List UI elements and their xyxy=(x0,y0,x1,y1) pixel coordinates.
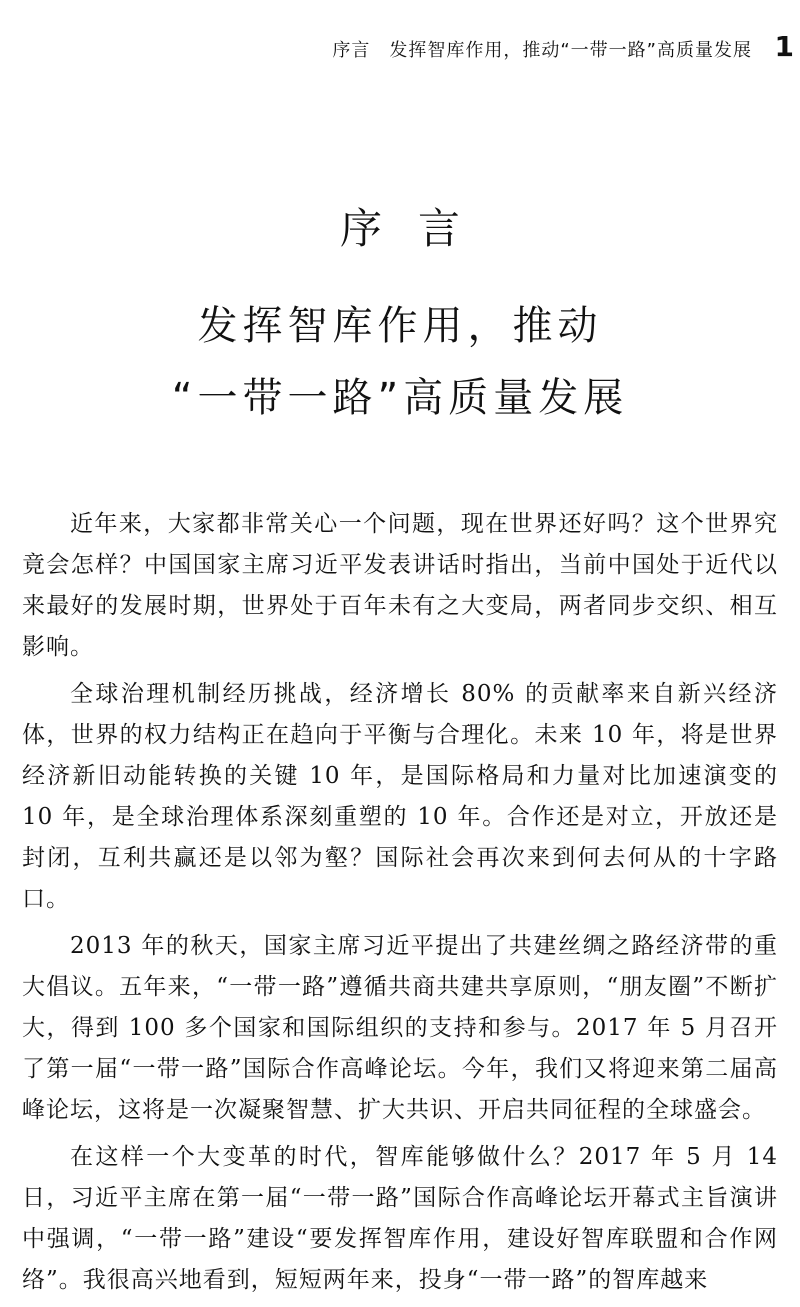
body-paragraph-1: 近年来，大家都非常关心一个问题，现在世界还好吗？这个世界究竟会怎样？中国国家主席习近平发表讲话时指出，当前中国处于近代以来最好的发展时期，世界处于百年未有之大变局，两者同步交织、相互影响。 xyxy=(22,511,778,660)
body-text xyxy=(22,504,778,1307)
body-paragraph-2: 全球治理机制经历挑战，经济增长 80% 的贡献率来自新兴经济体，世界的权力结构正在趋向于平衡与合理化。未来 10 年，将是世界经济新旧动能转换的关键 10 年，是国际格局和力量对比加速演变的 10 年，是全球治理体系深刻重塑的 10 年。合作还是对立，开放还是封闭，互利共赢还是以邻为壑？国际社会再次来到何去何从的十字路口。 xyxy=(22,681,778,912)
subtitle-line-1: 发挥智库作用，推动 xyxy=(197,303,603,349)
preface-heading: 序言 xyxy=(339,204,496,253)
running-header xyxy=(0,32,800,72)
body-paragraph-4: 在这样一个大变革的时代，智库能够做什么？2017 年 5 月 14 日，习近平主席在第一届“一带一路”国际合作高峰论坛开幕式主旨演讲中强调，“一带一路”建设“要发挥智库作用，建设好智库联盟和合作网络”。我很高兴地看到，短短两年来，投身“一带一路”的智库越来 xyxy=(22,1144,778,1293)
page-number: 1 xyxy=(774,30,794,63)
body-paragraph-3: 2013 年的秋天，国家主席习近平提出了共建丝绸之路经济带的重大倡议。五年来，“一带一路”遵循共商共建共享原则，“朋友圈”不断扩大，得到 100 多个国家和国际组织的支持和参与。2017 年 5 月召开了第一届“一带一路”国际合作高峰论坛。今年，我们又将迎来第二届高峰论坛，这将是一次凝聚智慧、扩大共识、开启共同征程的全球盛会。 xyxy=(22,933,778,1123)
running-title: 序言 发挥智库作用，推动“一带一路”高质量发展 xyxy=(332,40,752,61)
subtitle-line-2: “一带一路”高质量发展 xyxy=(171,375,629,421)
